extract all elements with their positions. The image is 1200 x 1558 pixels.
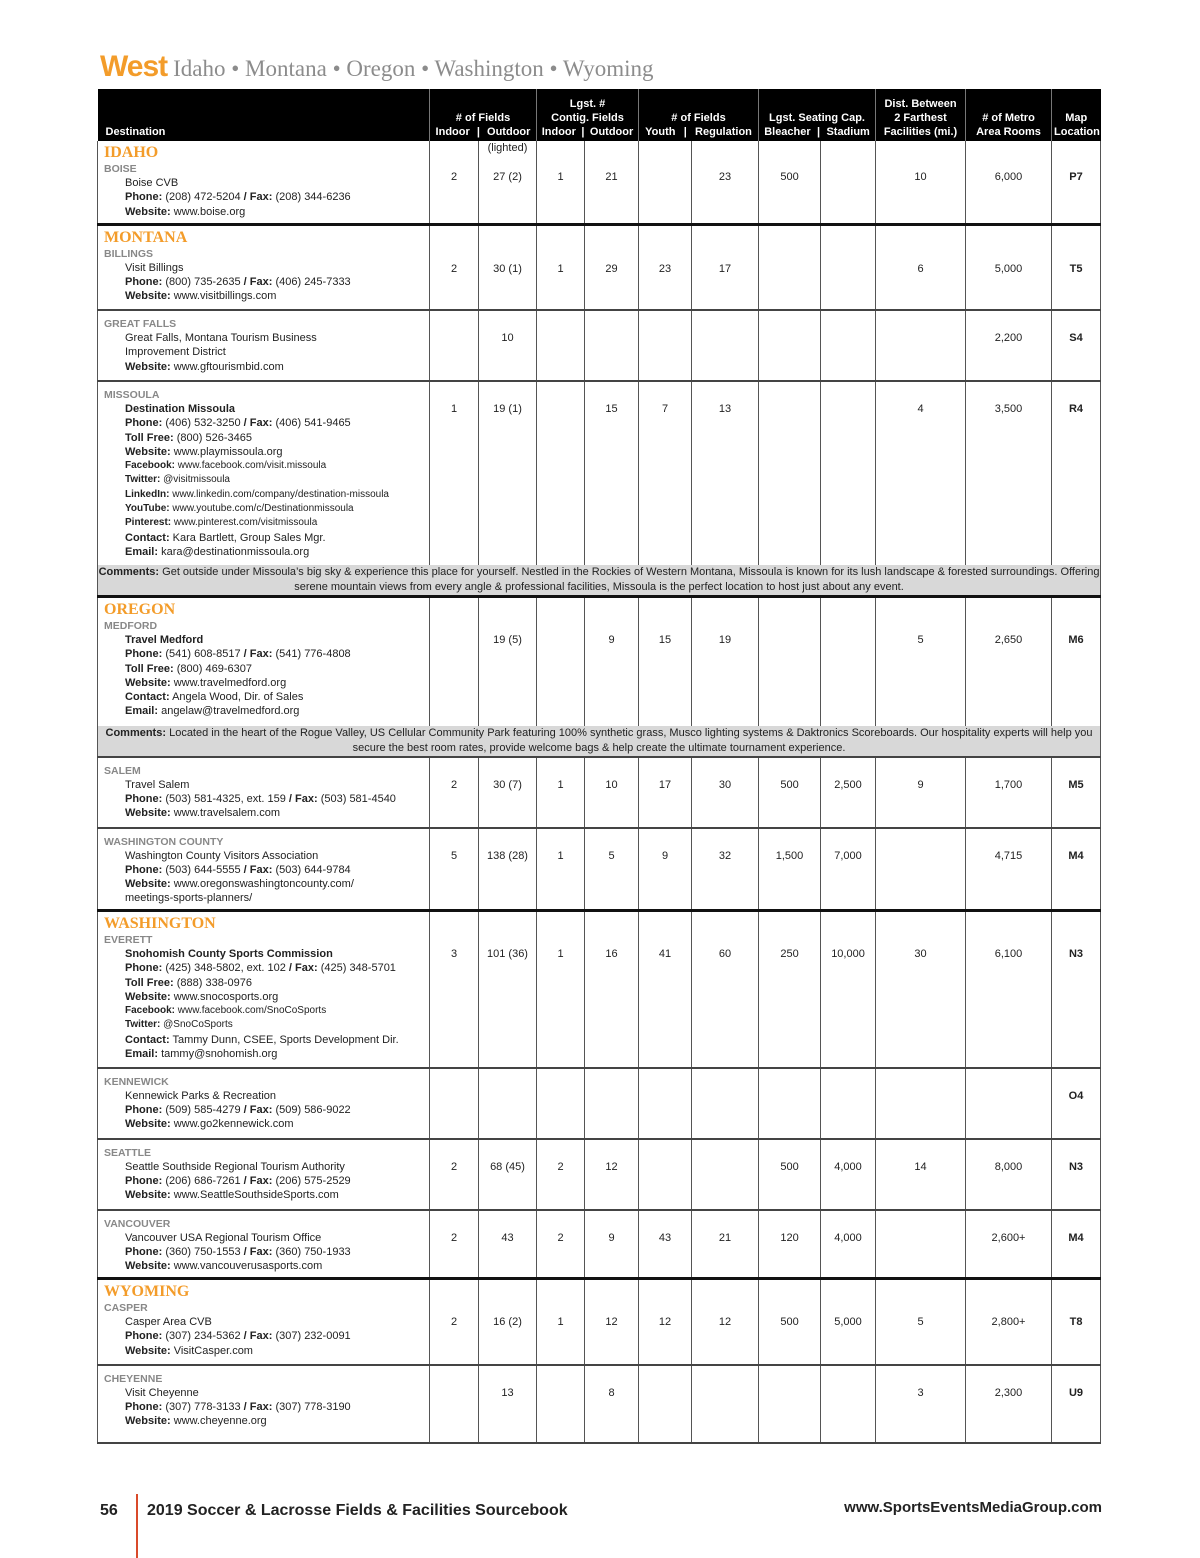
cell-fields-indoor [430,597,479,726]
website-link[interactable]: www.playmissoula.org [173,445,283,458]
cell-contig-indoor [537,1068,585,1139]
cell-fields-regulation: 23 [692,141,759,224]
region-name: West [100,50,168,83]
cell-fields-outdoor: 43 [479,1210,537,1279]
cell-contig-indoor: 1 [537,757,585,828]
cell-map-location: P7 [1052,141,1101,224]
cell-seating-bleacher: 250 [759,911,821,1068]
cell-fields-indoor: 2 [430,1279,479,1365]
website-link[interactable]: www.cheyenne.org [173,1415,267,1428]
cell-distance: 5 [876,597,966,726]
cell-fields-outdoor: (lighted) 27 (2) [479,141,537,224]
cell-seating-stadium: 7,000 [821,828,876,911]
table-row: KENNEWICK Kennewick Parks & Recreation Phone: (509) 585-4279 / Fax: (509) 586-9022 Website: www.go2kennewick.com O4 [98,1068,1101,1139]
cell-map-location: M4 [1052,1210,1101,1279]
cell-fields-regulation: 19 [692,597,759,726]
website-link[interactable]: www.travelsalem.com [173,807,281,820]
cell-seating-stadium: 4,000 [821,1210,876,1279]
cell-metro-rooms: 4,715 [966,828,1052,911]
header-fields: # of Fields Indoor | Outdoor [430,89,537,141]
cell-metro-rooms: 2,300 [966,1365,1052,1443]
cell-fields-youth: 41 [639,911,692,1068]
cell-fields-outdoor: 68 (45) [479,1139,537,1210]
cell-seating-bleacher: 500 [759,757,821,828]
table-row: CHEYENNE Visit Cheyenne Phone: (307) 778-3133 / Fax: (307) 778-3190 Website: www.cheyenne.org 13 8 3 2,300 U9 [98,1365,1101,1443]
state-heading-montana: MONTANA [104,228,188,246]
cell-distance [876,1210,966,1279]
cell-fields-outdoor: 10 [479,310,537,381]
cell-metro-rooms: 8,000 [966,1139,1052,1210]
cell-metro-rooms: 2,650 [966,597,1052,726]
footer-url-link[interactable]: www.SportsEventsMediaGroup.com [844,1499,1102,1516]
cell-seating-stadium: 10,000 [821,911,876,1068]
website-link[interactable]: VisitCasper.com [173,1344,253,1357]
cell-map-location: T8 [1052,1279,1101,1365]
cell-seating-bleacher [759,310,821,381]
cell-seating-bleacher: 120 [759,1210,821,1279]
cell-distance [876,828,966,911]
cell-contig-indoor: 2 [537,1139,585,1210]
twitter-link[interactable]: @visitmissoula [163,474,230,486]
cell-fields-outdoor: 101 (36) [479,911,537,1068]
cell-seating-stadium [821,1365,876,1443]
cell-map-location: U9 [1052,1365,1101,1443]
cell-contig-indoor [537,310,585,381]
cell-fields-regulation [692,1139,759,1210]
website-link[interactable]: www.snocosports.org [173,990,279,1003]
table-row: MISSOULA Destination Missoula Phone: (406) 532-3250 / Fax: (406) 541-9465 Toll Free: (800) 526-3465 Website: www.playmissoula.org Facebook: www.facebook.com/visit.missoula Twitter: @visitmissoula LinkedIn: www.linkedin.com/company/destination-missoula YouTube: www.youtube.com/c/Destinationmissoula Pinterest: www.pinterest.com/visitmissoula Contact: Kara Bartlett, Group Sales Mgr. Email: kara@destinationmissoula.org 1 19 (1) 15 7 13 4 3,500 R4 [98,381,1101,565]
cell-contig-indoor: 1 [537,828,585,911]
cell-contig-indoor: 1 [537,911,585,1068]
cell-contig-outdoor: 29 [585,224,639,310]
website-link[interactable]: www.go2kennewick.com [173,1118,294,1131]
cell-fields-youth [639,310,692,381]
cell-fields-regulation: 17 [692,224,759,310]
table-row: WASHINGTON EVERETT Snohomish County Sports Commission Phone: (425) 348-5802, ext. 102 / Fax: (425) 348-5701 Toll Free: (888) 338-0976 Website: www.snocosports.org Facebook: www.facebook.com/SnoCoSports Twitter: @SnoCoSports Contact: Tammy Dunn, CSEE, Sports Development Dir. Email: tammy@snohomish.org 3 101 (36) 1 16 41 60 250 10,000 30 6,100 N3 [98,911,1101,1068]
cell-fields-outdoor: 30 (1) [479,224,537,310]
cell-seating-bleacher [759,224,821,310]
page-title [100,50,654,84]
website-link[interactable]: www.oregonswashingtoncounty.com/ [173,878,354,891]
email-link[interactable]: kara@destinationmissoula.org [161,545,310,558]
cell-map-location: O4 [1052,1068,1101,1139]
cell-fields-indoor [430,1068,479,1139]
cell-fields-indoor: 1 [430,381,479,565]
facebook-link[interactable]: www.facebook.com/visit.missoula [177,460,327,472]
twitter-link[interactable]: @SnoCoSports [163,1019,233,1031]
cell-contig-outdoor [585,1068,639,1139]
cell-contig-outdoor: 12 [585,1139,639,1210]
cell-seating-bleacher: 500 [759,1279,821,1365]
cell-seating-stadium: 2,500 [821,757,876,828]
cell-map-location: M5 [1052,757,1101,828]
footer-divider [136,1494,138,1558]
cell-seating-stadium [821,141,876,224]
cell-fields-outdoor: 13 [479,1365,537,1443]
cell-distance: 14 [876,1139,966,1210]
page-number: 56 [100,1502,118,1519]
cell-seating-stadium [821,310,876,381]
cell-map-location: M6 [1052,597,1101,726]
cell-fields-regulation: 60 [692,911,759,1068]
cell-fields-indoor [430,310,479,381]
table-row: SALEM Travel Salem Phone: (503) 581-4325, ext. 159 / Fax: (503) 581-4540 Website: www.travelsalem.com 2 30 (7) 1 10 17 30 500 2,500 9 1,700 M5 [98,757,1101,828]
cell-contig-indoor: 2 [537,1210,585,1279]
cell-fields-regulation [692,1365,759,1443]
state-heading-wyoming: WYOMING [104,1283,190,1300]
cell-map-location: M4 [1052,828,1101,911]
cell-fields-youth: 9 [639,828,692,911]
cell-fields-youth [639,141,692,224]
cell-distance: 6 [876,224,966,310]
email-link[interactable]: tammy@snohomish.org [161,1048,278,1061]
cell-distance: 9 [876,757,966,828]
state-heading-washington: WASHINGTON [104,915,216,932]
cell-distance: 10 [876,141,966,224]
cell-fields-regulation: 32 [692,828,759,911]
cell-fields-youth: 7 [639,381,692,565]
publication-title: 2019 Soccer & Lacrosse Fields & Facilities Sourcebook [147,1502,568,1519]
cell-distance [876,1068,966,1139]
table-row: IDAHO BOISE Boise CVB Phone: (208) 472-5204 / Fax: (208) 344-6236 Website: www.boise.org 2 (lighted) 27 (2) 1 21 23 500 10 6,000 P7 [98,141,1101,224]
cell-contig-indoor: 1 [537,224,585,310]
header-destination: Destination [98,89,430,141]
cell-contig-outdoor: 21 [585,141,639,224]
header-rooms: # of Metro Area Rooms [966,89,1052,141]
cell-seating-stadium [821,597,876,726]
cell-fields-indoor: 2 [430,224,479,310]
cell-fields-indoor: 2 [430,141,479,224]
cell-metro-rooms: 6,000 [966,141,1052,224]
cell-fields-outdoor: 16 (2) [479,1279,537,1365]
cell-contig-outdoor: 15 [585,381,639,565]
cell-metro-rooms: 1,700 [966,757,1052,828]
cell-fields-outdoor: 30 (7) [479,757,537,828]
cell-seating-bleacher: 500 [759,141,821,224]
cell-fields-regulation: 21 [692,1210,759,1279]
cell-distance: 5 [876,1279,966,1365]
cell-seating-stadium [821,381,876,565]
cell-contig-indoor: 1 [537,1279,585,1365]
cell-fields-regulation: 12 [692,1279,759,1365]
facebook-link[interactable]: www.facebook.com/SnoCoSports [177,1005,327,1017]
table-row: GREAT FALLS Great Falls, Montana Tourism Business Improvement District Website: www.gftourismbid.com 10 2,200 S4 [98,310,1101,381]
cell-contig-indoor [537,597,585,726]
cell-contig-outdoor [585,310,639,381]
cell-contig-outdoor: 12 [585,1279,639,1365]
cell-map-location: T5 [1052,224,1101,310]
cell-contig-indoor [537,1365,585,1443]
cell-fields-youth: 43 [639,1210,692,1279]
header-distance: Dist. Between 2 Farthest Facilities (mi.) [876,89,966,141]
header-seating: Lgst. Seating Cap. Bleacher | Stadium [759,89,876,141]
cell-fields-indoor: 2 [430,1139,479,1210]
cell-fields-indoor: 2 [430,1210,479,1279]
cell-seating-bleacher [759,381,821,565]
cell-map-location: N3 [1052,1139,1101,1210]
cell-fields-youth [639,1365,692,1443]
cell-fields-youth: 23 [639,224,692,310]
state-heading-oregon: OREGON [104,601,176,618]
cell-contig-indoor [537,381,585,565]
cell-fields-outdoor: 138 (28) [479,828,537,911]
cell-seating-bleacher [759,1365,821,1443]
cell-metro-rooms: 5,000 [966,224,1052,310]
cell-metro-rooms: 3,500 [966,381,1052,565]
cell-metro-rooms: 2,800+ [966,1279,1052,1365]
table-row: VANCOUVER Vancouver USA Regional Tourism Office Phone: (360) 750-1553 / Fax: (360) 750-1933 Website: www.vancouverusasports.com 2 43 2 9 43 21 120 4,000 2,600+ M4 [98,1210,1101,1279]
cell-contig-outdoor: 16 [585,911,639,1068]
cell-fields-outdoor: 19 (1) [479,381,537,565]
cell-fields-youth: 15 [639,597,692,726]
cell-metro-rooms: 6,100 [966,911,1052,1068]
cell-fields-youth [639,1068,692,1139]
cell-fields-indoor: 5 [430,828,479,911]
header-fields-size: # of Fields Youth | Regulation [639,89,759,141]
cell-seating-bleacher [759,1068,821,1139]
cell-fields-outdoor [479,1068,537,1139]
region-states: Idaho • Montana • Oregon • Washington • Wyoming [173,56,654,81]
cell-seating-stadium: 4,000 [821,1139,876,1210]
cell-metro-rooms: 2,600+ [966,1210,1052,1279]
website-link[interactable]: www.vancouverusasports.com [173,1260,323,1273]
cell-fields-outdoor: 19 (5) [479,597,537,726]
table-row: OREGON MEDFORD Travel Medford Phone: (541) 608-8517 / Fax: (541) 776-4808 Toll Free: (800) 469-6307 Website: www.travelmedford.org Contact: Angela Wood, Dir. of Sales Email: angelaw@travelmedford.org 19 (5) 9 15 19 5 2,650 M6 [98,597,1101,726]
website-link[interactable]: www.boise.org [173,205,246,218]
cell-map-location: S4 [1052,310,1101,381]
cell-contig-outdoor: 5 [585,828,639,911]
cell-map-location: N3 [1052,911,1101,1068]
linkedin-link[interactable]: www.linkedin.com/company/destination-missoula [172,488,389,500]
cell-distance [876,310,966,381]
cell-contig-indoor: 1 [537,141,585,224]
cell-contig-outdoor: 9 [585,597,639,726]
comment-row: Comments: Get outside under Missoula’s big sky & experience this place for yourself. Nestled in the Rockies of Western Montana, Missoula is known for its lush landscape & forested surroundings. Offering serene mountain views from every angle & professional facilities, Missoula is the perfect location to host just about any event. [98,565,1101,597]
website-link[interactable]: www.SeattleSouthsideSports.com [173,1189,339,1202]
cell-seating-bleacher [759,597,821,726]
website-link[interactable]: www.travelmedford.org [173,676,287,689]
state-heading-idaho: IDAHO [104,144,159,161]
header-map: Map Location [1052,89,1101,141]
table-row: MONTANA BILLINGS Visit Billings Phone: (800) 735-2635 / Fax: (406) 245-7333 Website: www.visitbillings.com 2 30 (1) 1 29 23 17 6 5,000 T5 [98,224,1101,310]
cell-metro-rooms [966,1068,1052,1139]
cell-fields-indoor [430,1365,479,1443]
cell-fields-regulation: 13 [692,381,759,565]
cell-fields-regulation: 30 [692,757,759,828]
table-row: WYOMING CASPER Casper Area CVB Phone: (307) 234-5362 / Fax: (307) 232-0091 Website: VisitCasper.com 2 16 (2) 1 12 12 12 500 5,000 5 2,800+ T8 [98,1279,1101,1365]
youtube-link[interactable]: www.youtube.com/c/Destinationmissoula [172,503,354,515]
header-contig-fields: Lgst. # Contig. Fields Indoor | Outdoor [537,89,639,141]
cell-contig-outdoor: 10 [585,757,639,828]
cell-distance: 3 [876,1365,966,1443]
cell-seating-bleacher: 1,500 [759,828,821,911]
cell-fields-youth: 17 [639,757,692,828]
email-link[interactable]: angelaw@travelmedford.org [161,705,300,718]
cell-distance: 30 [876,911,966,1068]
cell-fields-indoor: 2 [430,757,479,828]
cell-fields-youth: 12 [639,1279,692,1365]
cell-contig-outdoor: 8 [585,1365,639,1443]
cell-fields-youth [639,1139,692,1210]
table-row: WASHINGTON COUNTY Washington County Visitors Association Phone: (503) 644-5555 / Fax: (503) 644-9784 Website: www.oregonswashingtoncounty.com/ meetings-sports-planners/ 5 138 (28) 1 5 9 32 1,500 7,000 4,715 M4 [98,828,1101,911]
cell-fields-regulation [692,310,759,381]
cell-seating-stadium: 5,000 [821,1279,876,1365]
website-link[interactable]: www.visitbillings.com [173,290,277,303]
comment-row: Comments: Located in the heart of the Rogue Valley, US Cellular Community Park featuring 100% synthetic grass, Musco lighting systems & Daktronics Scoreboards. Our hospitality experts will help you secure the best room rates, provide welcome bags & help create the ultimate tournament experience. [98,726,1101,757]
facilities-table [97,89,1101,1444]
cell-seating-bleacher: 500 [759,1139,821,1210]
header-row [98,89,1101,141]
table-row: SEATTLE Seattle Southside Regional Tourism Authority Phone: (206) 686-7261 / Fax: (206) 575-2529 Website: www.SeattleSouthsideSports.com 2 68 (45) 2 12 500 4,000 14 8,000 N3 [98,1139,1101,1210]
lighted-note: (lighted) [487,142,528,154]
cell-seating-stadium [821,224,876,310]
cell-fields-indoor: 3 [430,911,479,1068]
pinterest-link[interactable]: www.pinterest.com/visitmissoula [173,517,318,529]
cell-contig-outdoor: 9 [585,1210,639,1279]
cell-map-location: R4 [1052,381,1101,565]
cell-distance: 4 [876,381,966,565]
website-link[interactable]: www.gftourismbid.com [173,360,284,373]
cell-fields-regulation [692,1068,759,1139]
cell-metro-rooms: 2,200 [966,310,1052,381]
cell-seating-stadium [821,1068,876,1139]
